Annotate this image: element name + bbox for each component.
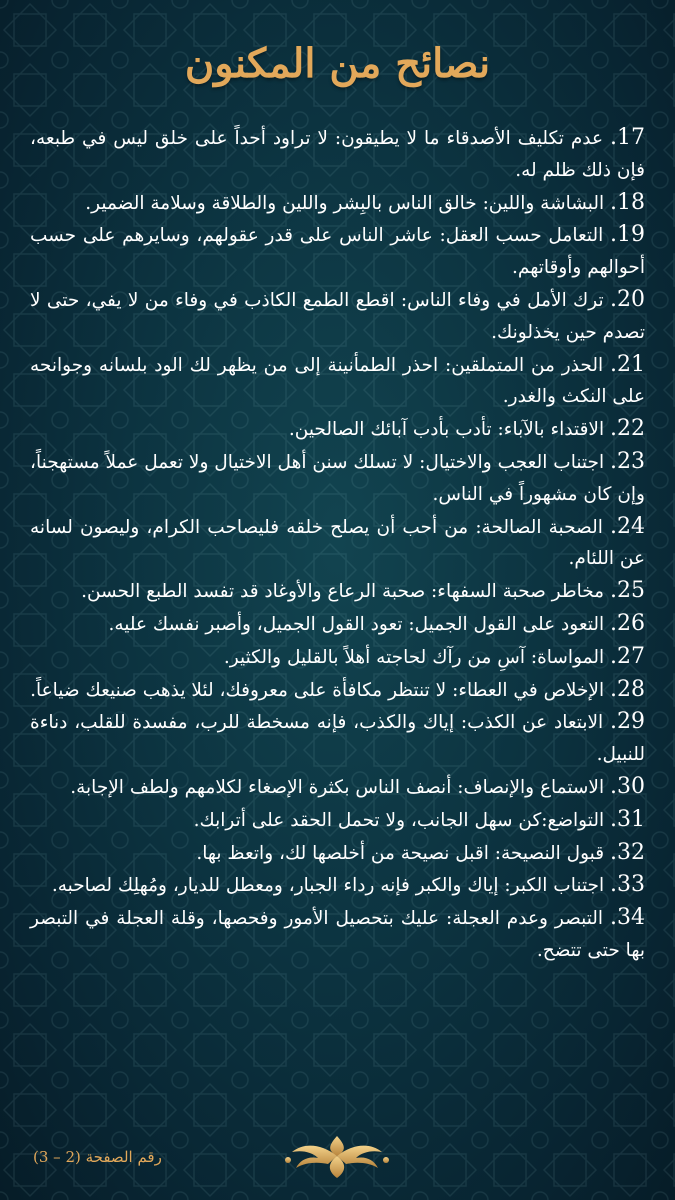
advice-text: ترك الأمل في وفاء الناس: اقطع الطمع الكاذب في وفاء من لا يفي، حتى لا تصدم حين يخذلونك. (30, 289, 645, 343)
advice-number: 30. (610, 773, 645, 799)
advice-item (30, 771, 645, 804)
advice-text: الابتعاد عن الكذب: إياك والكذب، فإنه مسخطة للرب، مفسدة للقلب، دناءة للنبيل. (30, 712, 645, 766)
advice-item (30, 837, 645, 870)
advice-number: 18. (610, 189, 645, 215)
advice-number: 21. (610, 351, 646, 377)
advice-number: 19. (610, 222, 645, 248)
advice-text: التعامل حسب العقل: عاشر الناس على قدر عقولهم، وسايرهم على حسب أحوالهم وأوقاتهم. (30, 225, 645, 279)
advice-item (30, 349, 645, 414)
advice-text: التواضع:كن سهل الجانب، ولا تحمل الحقد على أترابك. (193, 809, 605, 831)
advice-text: عدم تكليف الأصدقاء ما لا يطيقون: لا تراود أحداً على خلق ليس في طبعه، فإن ذلك ظلم له. (30, 128, 645, 181)
advice-text: المواساة: آسِ من رآك لحاجته أهلاً بالقليل والكثير. (223, 646, 605, 668)
advice-item (30, 575, 645, 608)
advice-number: 20. (610, 286, 645, 312)
page-number-label: رقم الصفحة (2 – 3) (33, 1148, 162, 1166)
advice-text: الإخلاص في العطاء: لا تنتظر مكافأة على معروفك، لئلا يذهب صنيعك ضياعاً. (30, 679, 605, 701)
advice-number: 25. (610, 578, 645, 604)
advice-text: التعود على القول الجميل: تعود القول الجميل، وأصبر نفسك عليه. (108, 613, 605, 635)
advice-text: قبول النصيحة: اقبل نصيحة من أخلصها لك، واتعظ بها. (196, 842, 605, 864)
advice-item (30, 446, 645, 511)
advice-item (30, 869, 645, 902)
advice-text: الاقتداء بالآباء: تأدب بأدب آبائك الصالحين. (288, 419, 605, 441)
advice-item (30, 608, 645, 641)
advice-text: مخاطر صحبة السفهاء: صحبة الرعاع والأوغاد قد تفسد الطبع الحسن. (81, 581, 605, 603)
advice-item (30, 641, 645, 674)
advice-list (30, 122, 645, 967)
advice-number: 22. (610, 416, 645, 442)
advice-number: 33. (610, 872, 645, 898)
advice-item (30, 187, 645, 220)
advice-item (30, 902, 645, 967)
advice-number: 29. (609, 709, 645, 735)
advice-text: الصحبة الصالحة: من أحب أن يصلح خلقه فليصاحب الكرام، وليصون لسانه عن اللئام. (30, 516, 645, 570)
gold-flourish-icon (282, 1130, 392, 1182)
advice-text: اجتناب العجب والاختيال: لا تسلك سنن أهل الاختيال ولا تعمل عملاً مستهجناً، وإن كان مشهوراً في الناس. (30, 451, 645, 505)
advice-item (30, 674, 645, 707)
advice-text: البشاشة واللين: خالق الناس بالبِشر واللين والطلاقة وسلامة الضمير. (85, 192, 605, 214)
advice-item (30, 413, 645, 446)
advice-number: 34. (610, 905, 645, 931)
advice-text: التبصر وعدم العجلة: عليك بتحصيل الأمور وفحصها، وقلة العجلة في التبصر بها حتى تتضح. (30, 908, 645, 961)
advice-number: 17. (610, 125, 646, 150)
advice-number: 24. (610, 513, 645, 539)
advice-item (30, 122, 645, 187)
advice-item (30, 706, 645, 771)
advice-text: الاستماع والإنصاف: أنصف الناس بكثرة الإصغاء لكلامهم ولطف الإجابة. (70, 776, 605, 798)
advice-number: 26. (610, 610, 645, 636)
advice-item (30, 511, 645, 576)
advice-number: 27. (610, 643, 645, 669)
advice-item (30, 804, 645, 837)
advice-item (30, 284, 645, 349)
advice-number: 23. (610, 448, 645, 474)
advice-text: الحذر من المتملقين: احذر الطمأنينة إلى من يظهر لك الود بلسانه وجوانحه على النكث والغدر. (30, 354, 645, 408)
advice-text: اجتناب الكبر: إياك والكبر فإنه رداء الجبار، ومعطل للديار، ومُهلِك لصاحبه. (51, 875, 605, 897)
advice-item (30, 219, 645, 284)
advice-number: 28. (610, 676, 645, 702)
page-title: نصائح من المكنون (184, 40, 491, 87)
advice-number: 32. (610, 839, 645, 865)
advice-number: 31. (610, 806, 645, 832)
